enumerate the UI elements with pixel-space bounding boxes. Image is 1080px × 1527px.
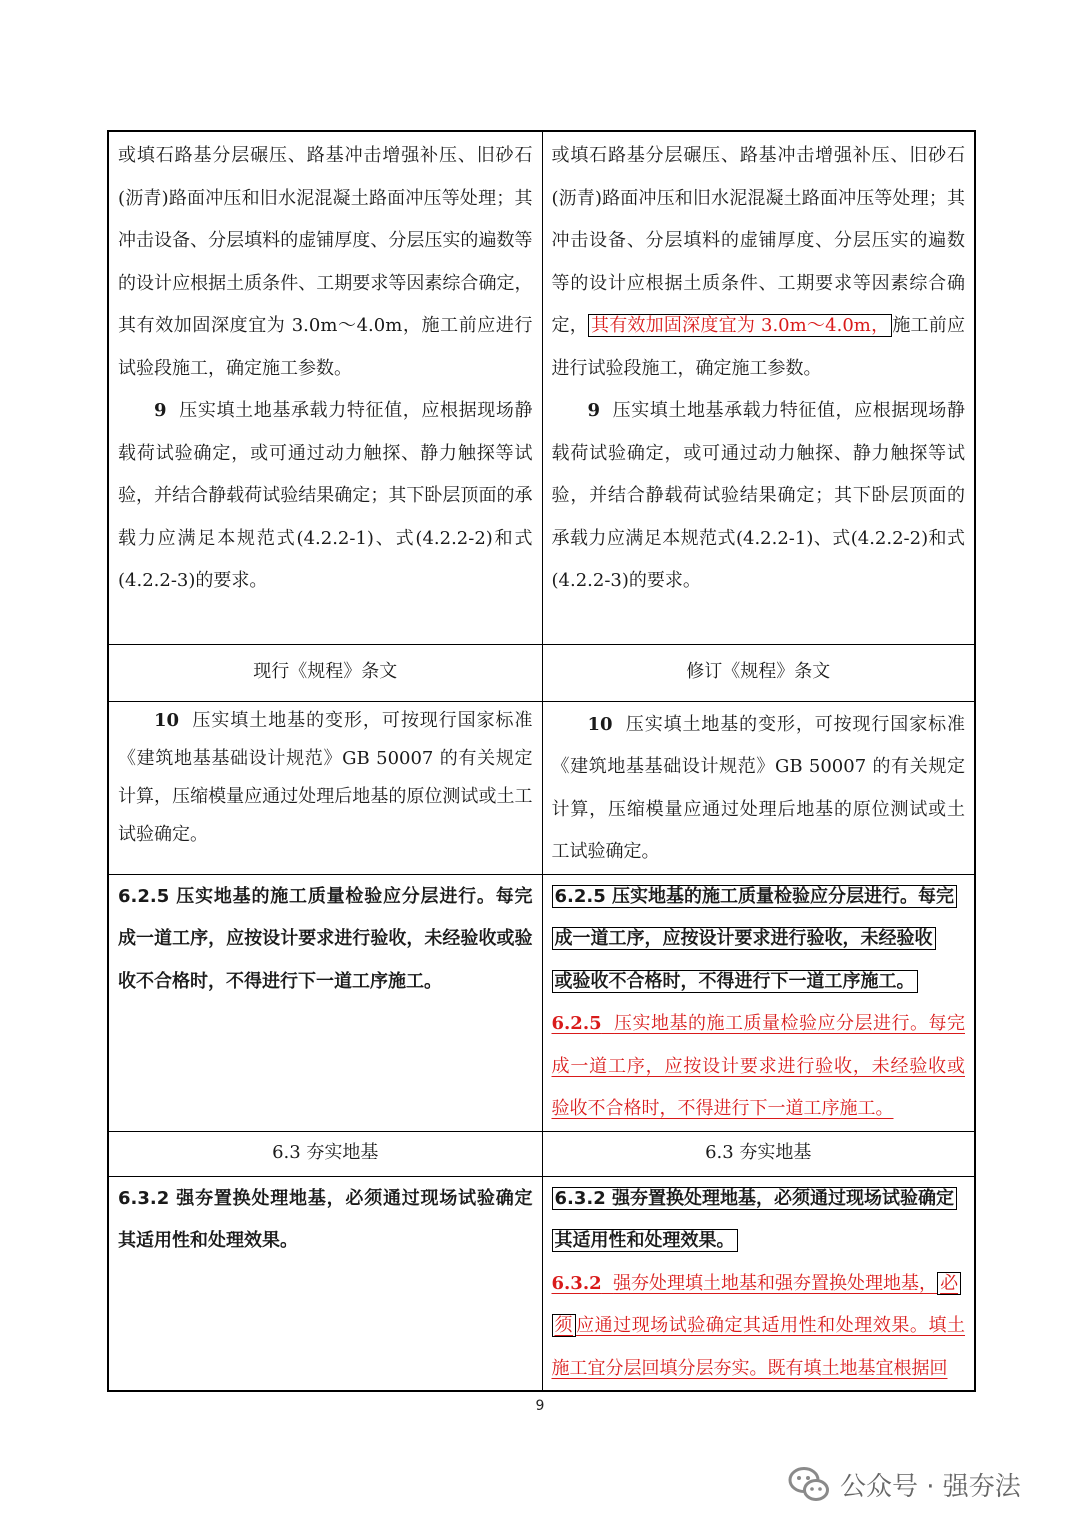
- right-cell: [542, 131, 975, 644]
- header-current: 现行《规程》条文: [108, 644, 542, 701]
- header-revised: 修订《规程》条文: [542, 644, 975, 701]
- left-clause-9: 9 压实填土地基承载力特征值，应根据现场静载荷试验确定，或可通过动力触探、静力触探等试验，并结合静载荷试验结果确定；其下卧层顶面的承载力应满足本规范式(4.2.2-1)、式(4.2.2-2)和式(4.2.2-3)的要求。: [118, 400, 533, 591]
- comparison-table: [107, 130, 976, 1392]
- right-cell: [542, 1176, 975, 1391]
- watermark-text: 公众号 · 强夯法: [840, 1471, 1021, 1502]
- right-clause-9: 9 压实填土地基承载力特征值，应根据现场静载荷试验确定，或可通过动力触探、静力触探等试验，并结合静载荷试验结果确定；其下卧层顶面的承载力应满足本规范式(4.2.2-1)、式(4.2.2-2)和式(4.2.2-3)的要求。: [551, 400, 966, 591]
- left-cell: [108, 701, 542, 874]
- table-row: [108, 1176, 975, 1391]
- section-row: [108, 1131, 975, 1176]
- revised-clause-6-2-5: 6.2.5 压实地基的施工质量检验应分层进行。每完成一道工序，应按设计要求进行验收，未经验收或验收不合格时，不得进行下一道工序施工。: [551, 1013, 965, 1119]
- right-paragraph: 或填石路基分层碾压、路基冲击增强补压、旧砂石(沥青)路面冲压和旧水泥混凝土路面冲压等处理；其冲击设备、分层填料的虚铺厚度、分层压实的遍数等的设计应根据土质条件、工期要求等因素综合确定， 其有效加固深度宜为 3.0m～4.0m， 施工前应进行试验段施工，确定施工参数。: [551, 145, 966, 379]
- left-cell: [108, 874, 542, 1131]
- table-row: [108, 701, 975, 874]
- struck-clause-6-2-5: 6.2.5 压实地基的施工质量检验应分层进行。每完 成一道工序，应按设计要求进行验收，未经验收 或验收不合格时，不得进行下一道工序施工。: [552, 876, 966, 1004]
- section-title-left: 6.3 夯实地基: [108, 1131, 542, 1176]
- table-row: [108, 131, 975, 644]
- right-cell: [542, 874, 975, 1131]
- left-clause-10: 10 压实填土地基的变形，可按现行国家标准《建筑地基基础设计规范》GB 50007 的有关规定计算，压缩模量应通过处理后地基的原位测试或土工试验确定。: [118, 709, 533, 845]
- table-row: [108, 874, 975, 1131]
- revised-clause-6-3-2: 6.3.2 强夯处理填土地基和强夯置换处理地基， 必 须 应通过现场试验确定其适用性和处理效果。填土施工宜分层回填分层夯实。既有填土地基宜根据回: [551, 1272, 966, 1379]
- page-number: 9: [535, 1398, 545, 1414]
- right-clause-10: 10 压实填土地基的变形，可按现行国家标准《建筑地基基础设计规范》GB 50007 的有关规定计算，压缩模量应通过处理后地基的原位测试或土工试验确定。: [551, 713, 965, 862]
- left-clause-6-3-2: 6.3.2 强夯置换处理地基，必须通过现场试验确定其适用性和处理效果。: [118, 1187, 533, 1251]
- left-clause-6-2-5: 6.2.5 压实地基的施工质量检验应分层进行。每完成一道工序，应按设计要求进行验收，未经验收或验收不合格时，不得进行下一道工序施工。: [118, 885, 533, 992]
- left-cell: [108, 1176, 542, 1391]
- header-row: [108, 644, 975, 701]
- left-cell: [108, 131, 542, 644]
- watermark: [788, 1462, 1021, 1506]
- section-title-right: 6.3 夯实地基: [542, 1131, 975, 1176]
- left-paragraph: 或填石路基分层碾压、路基冲击增强补压、旧砂石(沥青)路面冲压和旧水泥混凝土路面冲压等处理；其冲击设备、分层填料的虚铺厚度、分层压实的遍数等的设计应根据土质条件、工期要求等因素综合确定，其有效加固深度宜为 3.0m～4.0m，施工前应进行试验段施工，确定施工参数。: [118, 145, 533, 379]
- changed-text-box: 其有效加固深度宜为 3.0m～4.0m，: [588, 314, 892, 337]
- wechat-logo-icon: [788, 1465, 830, 1503]
- struck-clause-6-3-2: 6.3.2 强夯置换处理地基，必须通过现场试验确定 其适用性和处理效果。: [552, 1178, 966, 1263]
- right-cell: [542, 701, 975, 874]
